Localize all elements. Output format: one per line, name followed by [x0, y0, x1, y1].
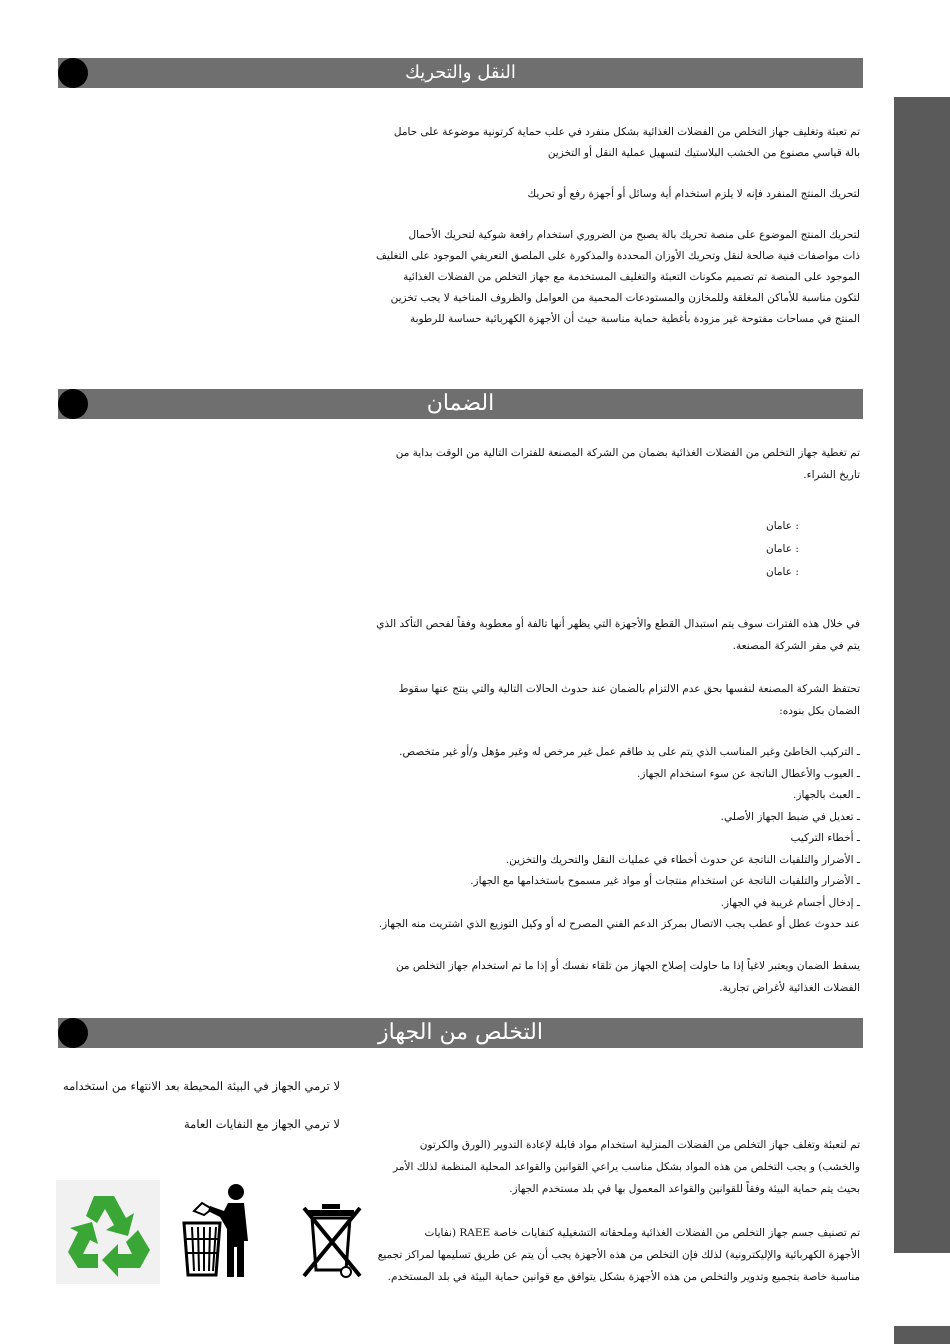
section-header-transport — [58, 58, 863, 88]
bullet-dot — [58, 1018, 88, 1048]
disposal-notice-general-waste: لا ترمي الجهاز مع النفايات العامة — [184, 1117, 340, 1131]
transport-paragraph-2: لتحريك المنتج المنفرد فإنه لا يلزم استخدام أية وسائل أو أجهزة رفع أو تحريك — [527, 188, 860, 200]
disposal-raee: تم تصنيف جسم جهاز التخلص من الفضلات الغذائية وملحقاته التشغيلية كنفايات خاصة RAEE (نفايات الأجهزة الكهربائية والإليكترونية) لذلك فإن التخلص من هذه الأجهزة يجب أن يتم عن طريق تسليمها لمراكز تجميع مناسبة خاصة بتجميع وتدوير والتخلص من هذه الأجهزة بشكل يتوافق مع قوانين حماية البيئة في بلد المستخدم. — [377, 1227, 860, 1283]
transport-paragraph-1: تم تعبئة وتغليف جهاز التخلص من الفضلات الغذائية بشكل منفرد في علب حماية كرتونية موضوعة على حامل بالة قياسي مصنوع من الخشب البلاستيك لتسهيل عملية النقل أو التخزين — [393, 126, 860, 159]
disposal-packaging: تم لتعبئة وتغلف جهاز التخلص من الفضلات المنزلية استخدام مواد قابلة لإعادة التدوير (الورق والكرتون والخشب) و يجب التخلص من هذه المواد بشكل مناسب يراعي القوانين والقواعد المحلية المنظمة لذلك الأمر بحيث يتم حماية البيئة وفقاً للقوانين والقواعد المعمول بها في بلد مستخدم الجهاز. — [393, 1139, 860, 1195]
warranty-exclusions — [379, 742, 860, 936]
crossed-bin-icon — [300, 1200, 364, 1280]
list-item: ـ الأضرار والتلفيات الناتجة عن استخدام منتجات أو مواد غير مسموح باستخدامها مع الجهاز. — [470, 875, 860, 887]
disposal-notice-environment: لا ترمي الجهاز في البيئة المحيطة بعد الانتهاء من استخدامه — [62, 1079, 340, 1093]
fault-contact: عند حدوث عطل أو عطب يجب الاتصال بمركز الدعم الفني المصرح له أو وكيل التوزيع الذي اشتريت منه الجهاز. — [378, 918, 860, 930]
section-title: التخلص من الجهاز — [378, 1020, 543, 1045]
warranty-void: يسقط الضمان ويعتبر لاغياً إذا ما حاولت إصلاح الجهاز من تلقاء نفسك أو إذا ما تم استخدام جهاز التخلص من الفضلات الغذائية لأغراض تجارية. — [395, 960, 860, 994]
section-title: الضمان — [426, 391, 495, 416]
warranty-intro: تم تغطية جهاز التخلص من الفضلات الغذائية بضمان من الشركة المصنعة للفترات التالية من الوقت بداية من تاريخ الشراء. — [395, 447, 860, 481]
warranty-period-2: : عامان — [766, 543, 799, 555]
list-item: ـ تعديل في ضبط الجهاز الأصلي. — [720, 810, 860, 823]
side-tab — [894, 97, 950, 1253]
bullet-dot — [58, 58, 88, 88]
list-item: ـ أخطاء التركيب — [790, 832, 860, 844]
list-item: ـ العبث بالجهاز. — [793, 789, 860, 801]
side-tab-bottom — [894, 1326, 950, 1344]
list-item: ـ إدخال أجسام غريبة في الجهاز. — [720, 896, 860, 909]
warranty-period-1: : عامان — [766, 520, 799, 532]
recycle-icon — [56, 1180, 160, 1284]
list-item: ـ التركيب الخاطئ وغير المناسب الذي يتم على يد طاقم عمل غير مرخص له وغير مؤهل و/أو غير متخصص. — [399, 746, 860, 758]
warranty-period-3: : عامان — [766, 566, 799, 578]
transport-paragraph-3: لتحريك المنتج الموضوع على منصة تحريك بالة يصبح من الضروري استخدام رافعة شوكية لتحريك الأحمال ذات مواصفات فنية صالحة لنقل وتحريك الأوزان المحددة والمذكورة على الملصق التعريفي الموجود على التغليف الموجود على المنصة تم تصميم مكونات التعبئة والتغليف المستخدمة مع جهاز التخلص من الفضلات الغذائية لتكون مناسبة للأماكن المغلقة وللمخازن والمستودعات المحمية من العوامل والظروف المناخية لا يجب تخزين المنتج في مساحات مفتوحة غير مزودة بأغطية حماية مناسبة حيث أن الأجهزة الكهربائية حساسة للرطوبة — [376, 229, 860, 325]
warranty-replacement: في خلال هذه الفترات سوف يتم استبدال القطع والأجهزة التي يظهر أنها تالفة أو معطوبة وفقاً لفحص التأكد الذي يتم في مقر الشركة المصنعة. — [376, 618, 860, 652]
section-header-warranty — [58, 389, 863, 419]
bin-person-icon — [180, 1183, 254, 1279]
section-header-disposal — [58, 1018, 863, 1048]
list-item: ـ العيوب والأعطال الناتجة عن سوء استخدام الجهاز. — [637, 767, 860, 780]
bullet-dot — [58, 389, 88, 419]
warranty-reserve: تحتفظ الشركة المصنعة لنفسها بحق عدم الالتزام بالضمان عند حدوث الحالات التالية والتي ينتج عنها سقوط الضمان بكل بنوده: — [398, 683, 860, 717]
section-title: النقل والتحريك — [405, 62, 516, 83]
list-item: ـ الأضرار والتلفيات الناتجة عن حدوث أخطاء في عمليات النقل والتحريك والتخزين. — [505, 853, 860, 866]
